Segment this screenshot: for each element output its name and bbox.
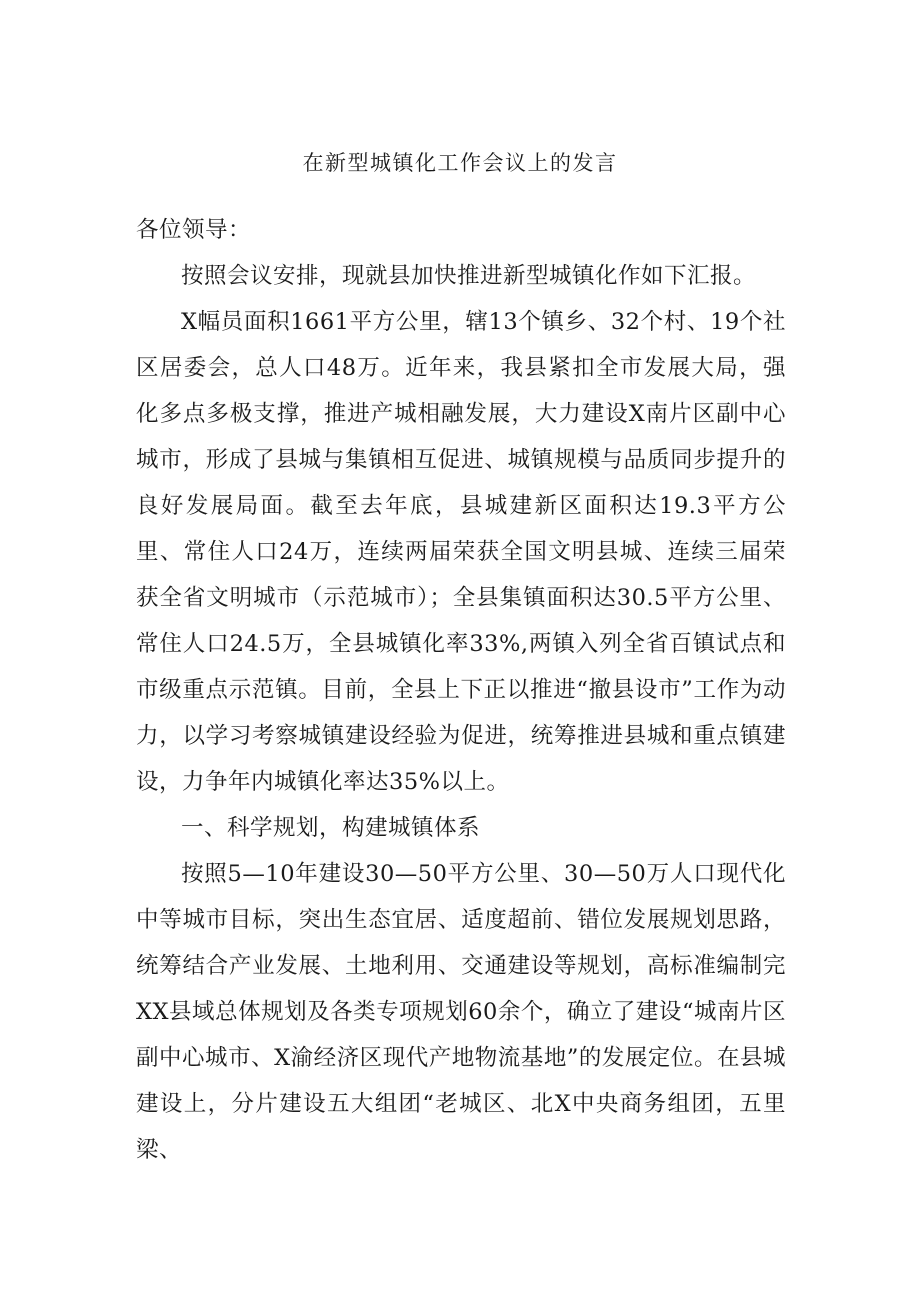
paragraph-overview: X幅员面积1661平方公里，辖13个镇乡、32个村、19个社区居委会，总人口48万。近年来，我县紧扣全市发展大局，强化多点多极支撑，推进产城相融发展，大力建设X南片区副中心城市，形成了县城与集镇相互促进、城镇规模与品质同步提升的良好发展局面。截至去年底，县城建新区面积达19.3平方公里、常住人口24万，连续两届荣获全国文明县城、连续三届荣获全省文明城市（示范城市）；全县集镇面积达30.5平方公里、常住人口24.5万，全县城镇化率33%,两镇入列全省百镇试点和市级重点示范镇。目前，全县上下正以推进“撤县设市”工作为动力，以学习考察城镇建设经验为促进，统筹推进县城和重点镇建设，力争年内城镇化率达35%以上。 [136,309,786,795]
paragraph-planning: 按照5—10年建设30—50平方公里、30—50万人口现代化中等城市目标，突出生态宜居、适度超前、错位发展规划思路，统筹结合产业发展、土地利用、交通建设等规划，高标准编制完XX县域总体规划及各类专项规划60余个，确立了建设“城南片区副中心城市、X渝经济区现代产地物流基地”的发展定位。在县城建设上，分片建设五大组团“老城区、北X中央商务组团，五里梁、 [136,861,786,1163]
section-heading-planning: 一、科学规划，构建城镇体系 [181,815,481,841]
document-body [136,207,786,1173]
document-title: 在新型城镇化工作会议上的发言 [302,151,618,175]
paragraph-intro: 按照会议安排，现就县加快推进新型城镇化作如下汇报。 [181,263,757,289]
salutation: 各位领导： [136,217,252,243]
